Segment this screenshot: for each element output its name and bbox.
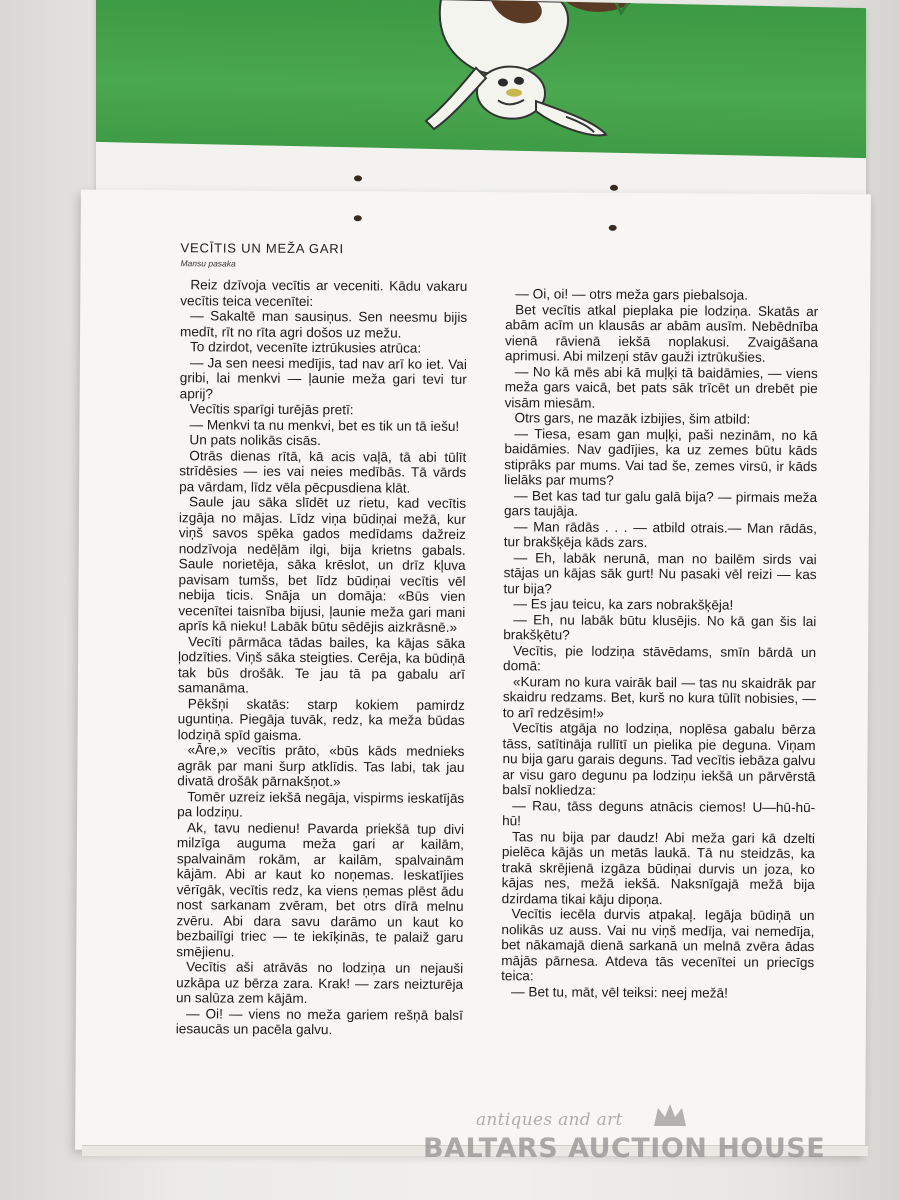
paragraph: Otrs gars, ne mazāk izbijies, šim atbild: xyxy=(514,410,751,427)
binding-hole xyxy=(610,185,618,191)
paragraph: Vecītis sparīgi turējās pretī: xyxy=(189,401,354,418)
watermark-tagline: antiques and art xyxy=(476,1110,623,1130)
text-column-right xyxy=(501,286,818,1001)
paragraph: — Rau, tāss deguns atnācis ciemos! U—hū-hū-hū! xyxy=(502,797,816,829)
paragraph: Vecītis atgāja no lodziņa, noplēsa gabalu bērza tāss, satītināja rullītī un pielika pie deguna. Viņam nu bija garu garais deguns. Tad vecītis iebāza galvu ar visu garo degunu pa lodziņu iekšā un pārvērstā balsī nokliedza: xyxy=(502,720,816,798)
paragraph: Otrās dienas rītā, kā acis vaļā, tā abi tūlīt strīdēsies — ies vai neies medībās. Tā vārds pa vārdam, līdz vēla pēcpusdiena klāt. xyxy=(179,447,467,496)
story-title: VECĪTIS UN MEŽA GARI xyxy=(180,240,344,257)
watermark-brand: BALTARS AUCTION HOUSE xyxy=(423,1133,826,1164)
paragraph: Tomēr uzreiz iekšā negāja, vispirms ieskatījās pa lodziņu. xyxy=(177,788,465,820)
paragraph: «Kuram no kura vairāk bail — tas nu skaidrāk par skaidru redzams. Bet, kurš no kura tūlīt nobisies, — to arī redzēsim!» xyxy=(502,673,816,721)
paragraph: — Man rādās . . . — atbild otrais.— Man rādās, tur brakšķēja kāds zars. xyxy=(503,518,817,551)
paragraph: — Tiesa, esam gan muļķi, paši nezinām, no kā baidāmies. Nav gadījies, ka uz zemes būtu kāds stiprāks par mums. Vai tad še, zemes virsū, ir kāds lielāks par mums? xyxy=(504,425,818,488)
illustration-band xyxy=(96,0,866,158)
paragraph: Vecītis aši atrāvās no lodziņa un nejauši uzkāpa uz bērza zara. Krak! — zars neizturēja un salūza zem kājām. xyxy=(175,959,464,1006)
paragraph: Un pats nolikās cisās. xyxy=(189,432,321,449)
paragraph: Reiz dzīvoja vecītis ar veceniti. Kādu vakaru vecītis teica vecenītei: xyxy=(180,277,468,309)
paragraph: — Eh, nu labāk būtu klusējis. No kā gan šis lai brakšķētu? xyxy=(503,611,817,643)
paragraph: — Bet tu, māt, vēl teiksi: neej mežā! xyxy=(511,983,728,1001)
cartoon-hare-illustration xyxy=(96,0,866,158)
paragraph: — Es jau teicu, ka zars nobrakšķēja! xyxy=(513,596,734,613)
paragraph: — Oi, oi! — otrs meža gars piebalsoja. xyxy=(515,286,749,303)
binding-hole xyxy=(354,215,362,221)
paragraph: — Eh, labāk nerunā, man no bailēm sirds vai stājas un kājas sāk gurt! Nu pasaki vēl reizi — kas tur bija? xyxy=(503,549,817,596)
paragraph: — Ja sen neesi medījis, tad nav arī ko iet. Vai gribi, lai menkvi — ļaunie meža gari tevi tur aprij? xyxy=(179,354,467,401)
paragraph: Vecīti pārmāca tādas bailes, ka kājas sāka ļodzīties. Viņš sāka steigties. Cerēja, ka būdiņā tak būs drošāk. Te jau tā pa gabalu arī samanāma. xyxy=(177,633,466,696)
paragraph: Tas nu bija par daudz! Abi meža gari kā dzelti pielēca kājās un metās laukā. Tā nu steidzās, ka trakā skrējienā izgāza būdiņai durvis un joza, ko kājas nes, mežā iekšā. Naksnīgajā mežā bija dzirdama tikai kāju dipoņa. xyxy=(501,828,816,907)
paragraph: «Āre,» vecītis prāto, «būs kāds mednieks agrāk par mani šurp atklīdis. Tas labi, tak jau divatā drošāk pārnakšņot.» xyxy=(177,742,465,790)
crown-icon xyxy=(650,1100,690,1130)
paragraph: To dzirdot, vecenīte iztrūkusies atrūca: xyxy=(189,339,422,356)
binding-hole xyxy=(354,175,362,181)
paragraph: — Oi! — viens no meža gariem rešņā balsī iesaucās un pacēla galvu. xyxy=(175,1005,463,1038)
paragraph: Vecītis iecēla durvis atpakaļ. Iegāja būdiņā un nolikās uz auss. Vai nu viņš medīja, vai nemedīja, bet nākamajā dienā sarkanā un melnā zvēra ādas mājās pārnesa. Atdeva tās vecenītei un priecīgs teica: xyxy=(501,906,815,984)
story-page xyxy=(75,190,871,1155)
paragraph: Pēkšņi skatās: starp kokiem pamirdz uguntiņa. Piegāja tuvāk, redz, ka meža būdas lodziņā spīd gaisma. xyxy=(177,695,465,743)
paragraph: Saule jau sāka slīdēt uz rietu, kad vecītis izgāja no mājas. Līdz viņa būdiņai mežā, kur viņš savos spēka gados medīdams dažreiz nodzīvoja nedēļām ilgi, bija krietns gabals. Saule norietēja, sāka krēslot, un drīz kļuva pavisam tumšs, bet līdz būdiņai vecītis vēl nebija ticis. Snāja un domāja: «Būs vien vecenītei taisnība bijusi, ļaunie meža gari mani aprīs kā nieku! Labāk būtu sēdējis aizkrāsnē.» xyxy=(178,494,467,635)
paragraph: Bet vecītis atkal pieplaka pie lodziņa. Skatās ar abām acīm un klausās ar abām ausīm. Nebēdnība vienā rāvienā iekšā noplakusi. Zvaigāšana aprimusi. Abi milzeņi stāv gauži iztrūkušies. xyxy=(504,301,819,365)
paragraph: — No kā mēs abi kā muļķi tā baidāmies, — viens meža gars vaicā, bet pats sāk trīcēt un drebēt pie visām miesām. xyxy=(504,363,818,411)
paragraph: Ak, tavu nedienu! Pavarda priekšā tup divi milzīga auguma meža gari ar kailām, spalvainām rokām, ar kailām, spalvainām kājām. Abi ar kaut ko noņemas. Ieskatījies vērīgāk, vecītis redz, ka viens ņemas plēst ādu nost sarkanam zvēram, bet otrs dīrā melnu zvēru. Abi dara savu darāmo un kaut ko bezbailīgi triec — te iekīķinās, te palaiž garu smējienu. xyxy=(176,819,465,960)
binding-hole xyxy=(609,225,617,231)
text-column-left xyxy=(176,277,468,1038)
paragraph: — Sakaltē man sausiņus. Sen neesmu bijis medīt, rīt no rīta agri došos uz mežu. xyxy=(180,308,468,341)
paragraph: Vecītis, pie lodziņa stāvēdams, smīn bārdā un domā: xyxy=(502,642,817,674)
calendar-top-page xyxy=(96,0,866,218)
paragraph: — Menkvi ta nu menkvi, bet es tik un tā iešu! xyxy=(189,416,460,434)
paragraph: — Bet kas tad tur galu galā bija? — pirmais meža gars taujāja. xyxy=(503,487,818,519)
story-subtitle: Mansu pasaka xyxy=(180,258,236,269)
